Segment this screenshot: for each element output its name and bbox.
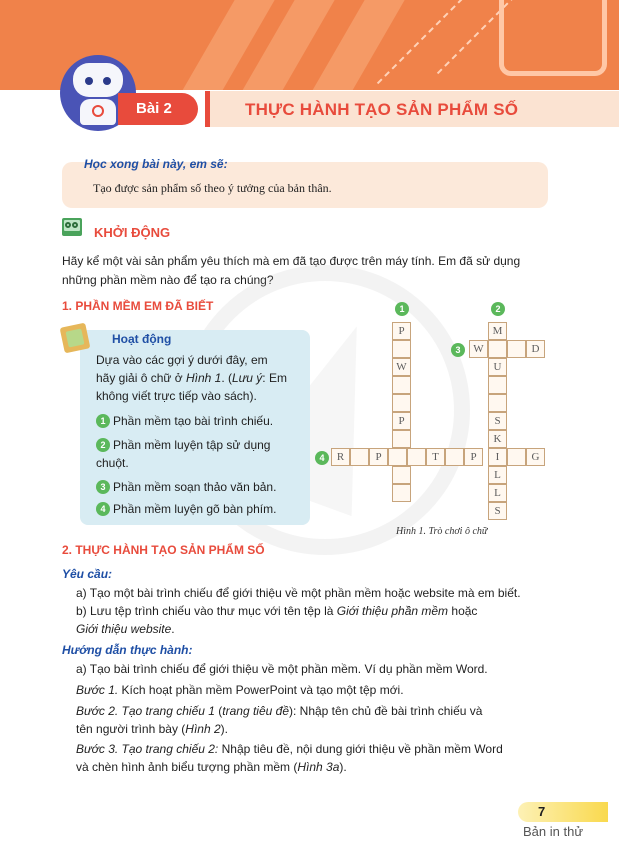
lesson-label: Bài 2 [118,93,198,125]
crossword-cell: R [331,448,350,466]
step-2-line-2 [76,720,228,739]
gears-icon [62,218,82,236]
text: b) Lưu tệp trình chiếu vào thư mục với tên tệp là [76,604,337,618]
activity-title: Hoạt động [112,332,172,346]
clue-number: 4 [96,502,110,516]
crossword-cell: W [392,358,411,376]
section1-heading: 1. PHẦN MỀM EM ĐÃ BIẾT [62,299,214,313]
crossword-number-3: 3 [451,343,465,357]
crossword-cell: G [526,448,545,466]
clue-2-cont: chuột. [96,456,129,470]
clue-number: 2 [96,438,110,452]
requirement-b-line-2 [76,620,175,639]
clue-4 [96,500,276,518]
crossword-cell: L [488,466,507,484]
robot-body [80,99,116,125]
crossword-cell: T [426,448,445,466]
crossword-cell [388,448,407,466]
step-text: ): Nhập tên chủ đề bài trình chiếu và [289,704,483,718]
requirements-heading: Yêu cầu: [62,567,113,581]
crossword-number-1: 1 [395,302,409,316]
guide-heading: Hướng dẫn thực hành: [62,643,193,657]
crossword-cell [488,376,507,394]
clue-text: Phần mềm luyện gõ bàn phím. [113,502,277,516]
crossword-cell [488,340,507,358]
crossword-cell [392,394,411,412]
crossword-cell [392,466,411,484]
crossword-cell: P [392,322,411,340]
intro-text: . ( [221,371,232,385]
clue-3 [96,478,276,496]
step-text: ). [220,722,228,736]
file-name: Giới thiệu website [76,622,172,636]
clue-text: Phần mềm luyện tập sử dụng [113,438,271,452]
gear-icon [72,222,78,228]
crossword-number-2: 2 [491,302,505,316]
crossword-cell: S [488,502,507,520]
requirement-b-line-1 [76,602,477,621]
crossword-cell [392,484,411,502]
crossword-cell: I [488,448,507,466]
crossword-cell: P [369,448,388,466]
warmup-line-1: Hãy kể một vài sản phẩm yêu thích mà em đã tạo được trên máy tính. Em đã sử dụng [62,254,521,268]
step-3-line-2 [76,758,347,777]
step-label: Bước 3. Tạo trang chiếu 2: [76,742,219,756]
text: . [171,622,175,636]
step-label: Bước 1. [76,683,119,697]
note-label: Lưu ý [231,371,263,385]
file-name: Giới thiệu phần mềm [336,604,449,618]
section2-heading: 2. THỰC HÀNH TẠO SẢN PHẨM SỐ [62,543,265,557]
goals-text: Tạo được sản phẩm số theo ý tưởng của bản thân. [93,181,332,195]
robot-eye [85,77,93,85]
page-title: THỰC HÀNH TẠO SẢN PHẨM SỐ [245,100,519,119]
step-text: ( [214,704,223,718]
crossword-cell: M [488,322,507,340]
crossword-cell: D [526,340,545,358]
figure-ref: Hình 1 [185,371,222,385]
figure-ref: Hình 3a [297,760,340,774]
crossword-cell: K [488,430,507,448]
intro-text: : Em [262,371,287,385]
requirement-a: a) Tạo một bài trình chiếu để giới thiệu về một phần mềm hoặc website mà em biết. [76,586,521,600]
clue-2 [96,436,270,454]
puzzle-icon [60,323,91,354]
step-text: Kích hoạt phần mềm PowerPoint và tạo một tệp mới. [118,683,404,697]
crossword-cell [392,340,411,358]
clue-number: 3 [96,480,110,494]
crossword-cell [445,448,464,466]
step-text: Nhập tiêu đề, nội dung giới thiệu về phần mềm Word [218,742,503,756]
crossword-cell [407,448,426,466]
robot-head [73,63,123,97]
step-text: ). [339,760,347,774]
step-2-line-1 [76,702,482,721]
step-1 [76,681,404,700]
text: hoặc [448,604,478,618]
clue-text: Phần mềm tạo bài trình chiếu. [113,414,274,428]
gear-icon [65,222,71,228]
step-text: tên người trình bày ( [76,722,186,736]
crossword-cell: L [488,484,507,502]
step-label: trang tiêu đề [222,704,289,718]
crossword-cell [507,448,526,466]
clue-1 [96,412,273,430]
crossword-cell [488,394,507,412]
crossword-cell [392,376,411,394]
intro-text: hãy giải ô chữ ở [96,371,186,385]
figure-ref: Hình 2 [185,722,221,736]
warmup-heading: KHỞI ĐỘNG [94,225,171,240]
crossword-cell [350,448,369,466]
power-icon [92,105,104,117]
robot-eye [103,77,111,85]
figure-caption: Hình 1. Trò chơi ô chữ [396,526,488,537]
crossword-cell: U [488,358,507,376]
page-number-tab [518,802,608,822]
step-text: và chèn hình ảnh biểu tượng phần mềm ( [76,760,298,774]
crossword-cell [392,430,411,448]
crossword-number-4: 4 [315,451,329,465]
clue-text: Phần mềm soạn thảo văn bản. [113,480,277,494]
crossword-cell: W [469,340,488,358]
step-label: Bước 2. Tạo trang chiếu 1 [76,704,215,718]
guide-a: a) Tạo bài trình chiếu để giới thiệu về một phần mềm. Ví dụ phần mềm Word. [76,662,488,676]
page-number: 7 [538,804,546,819]
draft-label: Bản in thử [523,824,584,839]
goals-heading: Học xong bài này, em sẽ: [84,157,228,171]
crossword-cell: P [392,412,411,430]
crossword-cell: P [464,448,483,466]
clue-number: 1 [96,414,110,428]
activity-intro-3: không viết trực tiếp vào sách). [96,389,257,403]
tablet-icon [499,0,607,76]
step-3-line-1 [76,740,503,759]
activity-intro-2 [96,369,287,387]
crossword-cell [507,340,526,358]
activity-intro-1: Dựa vào các gợi ý dưới đây, em [96,353,268,367]
warmup-line-2: những phần mềm nào để tạo ra chúng? [62,273,274,287]
crossword-cell: S [488,412,507,430]
